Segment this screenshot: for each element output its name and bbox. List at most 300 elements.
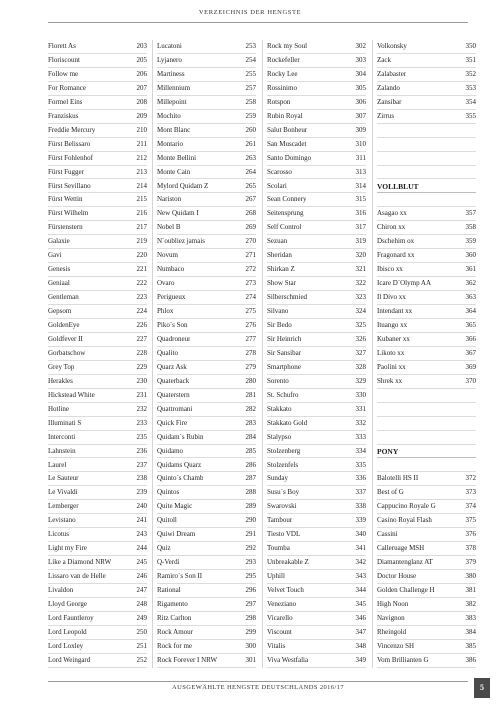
page-ref: 244 [136, 544, 147, 553]
page-ref: 227 [136, 334, 147, 343]
stallion-name: Icare D´Olymp AA [377, 279, 432, 288]
index-row [48, 361, 147, 375]
index-row [377, 556, 476, 570]
stallion-name: Piko´s Son [157, 321, 188, 329]
page-ref: 358 [465, 223, 476, 232]
index-row [377, 319, 476, 333]
stallion-name: Formel Eins [48, 97, 83, 106]
index-row [267, 570, 366, 584]
index-row [377, 124, 476, 138]
page-ref: 288 [245, 488, 256, 497]
page-ref: 379 [465, 558, 476, 567]
page-ref: 277 [245, 334, 256, 343]
index-row [267, 417, 366, 431]
page-ref: 265 [245, 181, 256, 190]
page-ref: 264 [245, 167, 256, 176]
page-ref: 349 [355, 655, 366, 664]
page-ref: 348 [355, 641, 366, 650]
page-ref: 251 [136, 641, 147, 650]
index-row [267, 124, 366, 138]
stallion-name: Goldfever II [48, 334, 83, 343]
index-row [377, 375, 476, 389]
stallion-name: Mont Blanc [157, 125, 191, 134]
index-row [377, 417, 476, 431]
page-ref: 286 [245, 460, 256, 469]
page-ref: 315 [355, 195, 366, 204]
page-ref: 223 [136, 293, 147, 302]
stallion-name: Kubaner xx [377, 334, 410, 343]
page-ref: 380 [465, 572, 476, 581]
index-row [267, 347, 366, 361]
stallion-name: Viva Westfalia [267, 655, 309, 664]
index-row [48, 570, 147, 584]
page-ref: 231 [136, 390, 147, 399]
index-row [48, 54, 147, 68]
index-row [157, 54, 256, 68]
stallion-name: Millennium [157, 83, 191, 92]
index-row [48, 654, 147, 668]
page-ref: 359 [465, 237, 476, 246]
page-ref: 253 [245, 42, 256, 50]
page-ref: 287 [245, 474, 256, 483]
index-row [157, 68, 256, 82]
page-ref: 363 [465, 293, 476, 302]
page-ref: 214 [136, 181, 147, 190]
stallion-name: Sunday [267, 474, 288, 483]
stallion-name: Ritz Carlton [157, 613, 192, 622]
page-ref: 280 [245, 376, 256, 385]
stallion-name: Franziskus [48, 111, 79, 120]
page-ref: 328 [355, 362, 366, 371]
index-row [48, 96, 147, 110]
page-ref: 289 [245, 502, 256, 511]
stallion-name: Gorbatschow [48, 348, 86, 357]
stallion-name: Shrek xx [377, 376, 403, 385]
stallion-name: Martiness [157, 69, 185, 78]
index-row [157, 389, 256, 403]
index-row [377, 110, 476, 124]
stallion-name: Quidamo [157, 446, 184, 455]
index-row [377, 598, 476, 612]
index-row [267, 40, 366, 54]
index-row [267, 542, 366, 556]
stallion-name: Susu´s Boy [267, 488, 300, 497]
index-row [377, 361, 476, 375]
index-row [267, 96, 366, 110]
index-row [48, 445, 147, 459]
section-heading [377, 445, 476, 459]
stallion-name: Lord Loxley [48, 641, 84, 650]
page-ref: 345 [355, 600, 366, 608]
stallion-name: Navignon [377, 613, 405, 622]
index-row [267, 277, 366, 291]
stallion-name: Sir Sansibar [267, 348, 302, 357]
index-row [377, 277, 476, 291]
index-row [157, 514, 256, 528]
page-ref: 351 [465, 55, 476, 64]
page-ref: 367 [465, 348, 476, 357]
stallion-name: Floriscount [48, 55, 80, 64]
index-row [267, 305, 366, 319]
page-ref: 243 [136, 530, 147, 539]
index-row [157, 333, 256, 347]
index-row [157, 193, 256, 207]
index-row [48, 431, 147, 445]
index-row [377, 542, 476, 556]
page-ref: 224 [136, 307, 147, 316]
index-row [157, 375, 256, 389]
index-row [267, 459, 366, 473]
page-ref: 325 [355, 321, 366, 329]
index-row [48, 389, 147, 403]
index-row [48, 221, 147, 235]
index-row [267, 110, 366, 124]
page-ref: 354 [465, 97, 476, 106]
index-row [157, 347, 256, 361]
page-ref: 296 [245, 586, 256, 595]
page-ref: 304 [355, 69, 366, 78]
stallion-name: Galaxie [48, 237, 70, 246]
stallion-name: Quinto´s Chamb [157, 474, 204, 483]
index-row [267, 472, 366, 486]
stallion-name: Quiwi Dream [157, 530, 196, 539]
stallion-name: Lemberger [48, 502, 79, 511]
index-row [157, 235, 256, 249]
stallion-name: Chiron xx [377, 223, 406, 232]
index-row [377, 459, 476, 473]
index-row [267, 152, 366, 166]
footer-rule [48, 681, 468, 682]
page-ref: 285 [245, 446, 256, 455]
page-ref: 382 [465, 600, 476, 608]
page-ref: 283 [245, 418, 256, 427]
stallion-name: Sean Connery [267, 195, 307, 204]
stallion-name: Lissaro van de Helle [48, 572, 106, 581]
page-ref: 365 [465, 321, 476, 329]
index-row [48, 263, 147, 277]
column-divider [152, 40, 153, 668]
stallion-name: Vicarello [267, 613, 293, 622]
stallion-name: Fürst Wettin [48, 195, 83, 204]
index-row [157, 124, 256, 138]
stallion-name: Scarosso [267, 167, 292, 176]
page-ref: 236 [136, 446, 147, 455]
page-ref: 246 [136, 572, 147, 581]
stallion-name: Interconti [48, 432, 76, 441]
page-ref: 306 [355, 97, 366, 106]
index-column-2 [157, 40, 256, 668]
page-ref: 300 [245, 641, 256, 650]
index-row [157, 305, 256, 319]
page-ref: 355 [465, 111, 476, 120]
stallion-name: Montario [157, 139, 184, 148]
index-row [48, 528, 147, 542]
page-ref: 293 [245, 558, 256, 567]
stallion-name: Rubin Royal [267, 111, 303, 120]
index-row [157, 654, 256, 668]
stallion-name: Stalypso [267, 432, 292, 441]
page-ref: 298 [245, 613, 256, 622]
page-ref: 369 [465, 362, 476, 371]
stallion-name: Zack [377, 55, 391, 64]
stallion-name: Show Star [267, 279, 296, 288]
page-ref: 335 [355, 460, 366, 469]
page-ref: 309 [355, 125, 366, 134]
page-ref: 220 [136, 251, 147, 260]
stallion-name: Lord Fauntleroy [48, 613, 94, 622]
stallion-name: Santo Domingo [267, 153, 312, 162]
page-ref: 384 [465, 627, 476, 636]
index-row [48, 152, 147, 166]
page-ref: 270 [245, 237, 256, 246]
index-row [157, 403, 256, 417]
stallion-name: Laurel [48, 460, 67, 469]
index-row [377, 472, 476, 486]
index-row [267, 654, 366, 668]
index-row [157, 486, 256, 500]
index-row [267, 291, 366, 305]
index-row [377, 82, 476, 96]
stallion-name: Zansibar [377, 97, 402, 106]
stallion-name: Casino Royal Flash [377, 516, 432, 525]
page-ref: 311 [355, 153, 366, 162]
page-ref: 357 [465, 209, 476, 218]
index-row [157, 500, 256, 514]
stallion-name: Rigamento [157, 600, 188, 608]
index-row [157, 180, 256, 194]
page-ref: 278 [245, 348, 256, 357]
page-ref: 282 [245, 404, 256, 413]
index-row [48, 612, 147, 626]
stallion-name: Balotelli HS II [377, 474, 419, 483]
index-row [267, 138, 366, 152]
stallion-name: Uphill [267, 572, 285, 581]
index-row [157, 626, 256, 640]
page-ref: 295 [245, 572, 256, 581]
index-row [377, 54, 476, 68]
index-row [377, 193, 476, 207]
index-row [157, 598, 256, 612]
stallion-name: Likoto xx [377, 348, 405, 357]
stallion-name: Herakles [48, 376, 73, 385]
stallion-name: Sezuan [267, 237, 288, 246]
page-ref: 272 [245, 265, 256, 274]
index-row [157, 431, 256, 445]
index-row [157, 110, 256, 124]
page-ref: 269 [245, 223, 256, 232]
stallion-name: Quaterback [157, 376, 190, 385]
stallion-name: Hickstead White [48, 390, 95, 399]
index-row [157, 82, 256, 96]
stallion-name: Il Divo xx [377, 293, 406, 302]
index-row [48, 556, 147, 570]
index-row [267, 319, 366, 333]
index-row [267, 180, 366, 194]
index-row [267, 445, 366, 459]
page-ref: 274 [245, 293, 256, 302]
stallion-name: Perigueux [157, 293, 186, 302]
section-heading [377, 180, 476, 194]
stallion-name: Stakkato Gold [267, 418, 308, 427]
index-row [157, 277, 256, 291]
page-ref: 297 [245, 600, 256, 608]
index-row [377, 528, 476, 542]
stallion-name: Rocky Lee [267, 69, 298, 78]
index-row [377, 514, 476, 528]
stallion-name: St. Schufro [267, 390, 299, 399]
page-ref: 366 [465, 334, 476, 343]
index-row [48, 68, 147, 82]
page-ref: 373 [465, 488, 476, 497]
index-row [157, 612, 256, 626]
page-ref: 235 [136, 432, 147, 441]
stallion-name: Lyjanero [157, 55, 182, 64]
page-ref: 215 [136, 195, 147, 204]
index-row [157, 263, 256, 277]
stallion-name: Nobel B [157, 223, 181, 232]
stallion-name: Freddie Mercury [48, 125, 96, 134]
index-row [48, 277, 147, 291]
index-row [157, 584, 256, 598]
page-ref: 219 [136, 237, 147, 246]
index-row [267, 263, 366, 277]
page-ref: 307 [355, 111, 366, 120]
stallion-name: Quidams Quarz [157, 460, 202, 469]
page-ref: 381 [465, 586, 476, 595]
stallion-name: Ituango xx [377, 321, 408, 329]
stallion-name: Rational [157, 586, 181, 595]
stallion-name: Stolzenberg [267, 446, 301, 455]
index-row [48, 180, 147, 194]
index-row [267, 584, 366, 598]
page-ref: 284 [245, 432, 256, 441]
stallion-name: Geniaal [48, 279, 70, 288]
stallion-name: San Muscadet [267, 139, 307, 148]
page-ref: 257 [245, 83, 256, 92]
stallion-name: Genesis [48, 265, 71, 274]
index-row [157, 40, 256, 54]
index-row [377, 347, 476, 361]
page-ref: 238 [136, 474, 147, 483]
index-row [267, 193, 366, 207]
stallion-name: Seitensprung [267, 209, 304, 218]
stallion-name: Quarz Ask [157, 362, 187, 371]
index-row [377, 333, 476, 347]
page-ref: 275 [245, 307, 256, 316]
page-ref: 205 [136, 55, 147, 64]
page-ref: 332 [355, 418, 366, 427]
page-ref: 239 [136, 488, 147, 497]
page-ref: 302 [355, 42, 366, 50]
index-row [48, 40, 147, 54]
page-ref: 217 [136, 223, 147, 232]
page-ref: 247 [136, 586, 147, 595]
stallion-name: Veneziano [267, 600, 297, 608]
page-ref: 326 [355, 334, 366, 343]
stallion-name: Millepoint [157, 97, 187, 106]
index-row [267, 166, 366, 180]
index-row [377, 612, 476, 626]
stallion-name: Silvano [267, 307, 289, 316]
stallion-name: Fürstenstern [48, 223, 83, 232]
stallion-name: Doctor House [377, 572, 417, 581]
page-ref: 376 [465, 530, 476, 539]
stallion-name: Lucatoni [157, 42, 182, 50]
section-heading-label: VOLLBLUT [377, 181, 419, 191]
index-row [377, 96, 476, 110]
page-ref: 319 [355, 237, 366, 246]
stallion-name: Phlox [157, 307, 174, 316]
page-ref: 337 [355, 488, 366, 497]
page-ref: 259 [245, 111, 256, 120]
stallion-name: Gentleman [48, 293, 79, 302]
stallion-name: Stolzenfels [267, 460, 299, 469]
stallion-name: Zirrus [377, 111, 395, 120]
stallion-name: Rock Forever I NRW [157, 655, 218, 664]
index-row [48, 403, 147, 417]
stallion-name: Quitoll [157, 516, 177, 525]
index-row [267, 431, 366, 445]
page-ref: 222 [136, 279, 147, 288]
page-ref: 291 [245, 530, 256, 539]
index-row [377, 291, 476, 305]
page-ref: 310 [355, 139, 366, 148]
index-row [48, 166, 147, 180]
index-row [48, 584, 147, 598]
stallion-name: Unbreakable Z [267, 558, 309, 567]
index-row [267, 82, 366, 96]
page-ref: 240 [136, 502, 147, 511]
page-ref: 331 [355, 404, 366, 413]
stallion-name: Tiesto VDL [267, 530, 301, 539]
index-row [157, 152, 256, 166]
page-ref: 208 [136, 97, 147, 106]
index-row [267, 514, 366, 528]
page-ref: 281 [245, 390, 256, 399]
stallion-name: Mylord Quidam Z [157, 181, 209, 190]
page-ref: 203 [136, 42, 147, 50]
page-ref: 342 [355, 558, 366, 567]
stallion-name: Vincenzo SH [377, 641, 415, 650]
index-row [157, 640, 256, 654]
stallion-name: Monte Cain [157, 167, 191, 176]
page-ref: 252 [136, 655, 147, 664]
index-row [267, 598, 366, 612]
index-row [48, 347, 147, 361]
stallion-name: Gepsom [48, 307, 72, 316]
page-ref: 226 [136, 321, 147, 329]
stallion-name: Ovaro [157, 279, 175, 288]
index-row [267, 486, 366, 500]
stallion-name: Diamantenglanz AT [377, 558, 433, 567]
page-ref: 258 [245, 97, 256, 106]
index-row [377, 626, 476, 640]
index-row [48, 249, 147, 263]
stallion-name: Ramiro´s Son II [157, 572, 203, 581]
page-ref: 334 [355, 446, 366, 455]
page-footer-title: AUSGEWÄHLTE HENGSTE DEUTSCHLANDS 2016/17 [172, 684, 344, 691]
page-ref: 276 [245, 321, 256, 329]
page-ref: 347 [355, 627, 366, 636]
stallion-name: Quite Magic [157, 502, 193, 511]
stallion-name: Silberschmied [267, 293, 308, 302]
page-ref: 324 [355, 307, 366, 316]
stallion-name: Rotspon [267, 97, 291, 106]
index-row [157, 472, 256, 486]
stallion-name: Salut Bonheur [267, 125, 308, 134]
index-row [157, 249, 256, 263]
stallion-name: Zalabaster [377, 69, 407, 78]
